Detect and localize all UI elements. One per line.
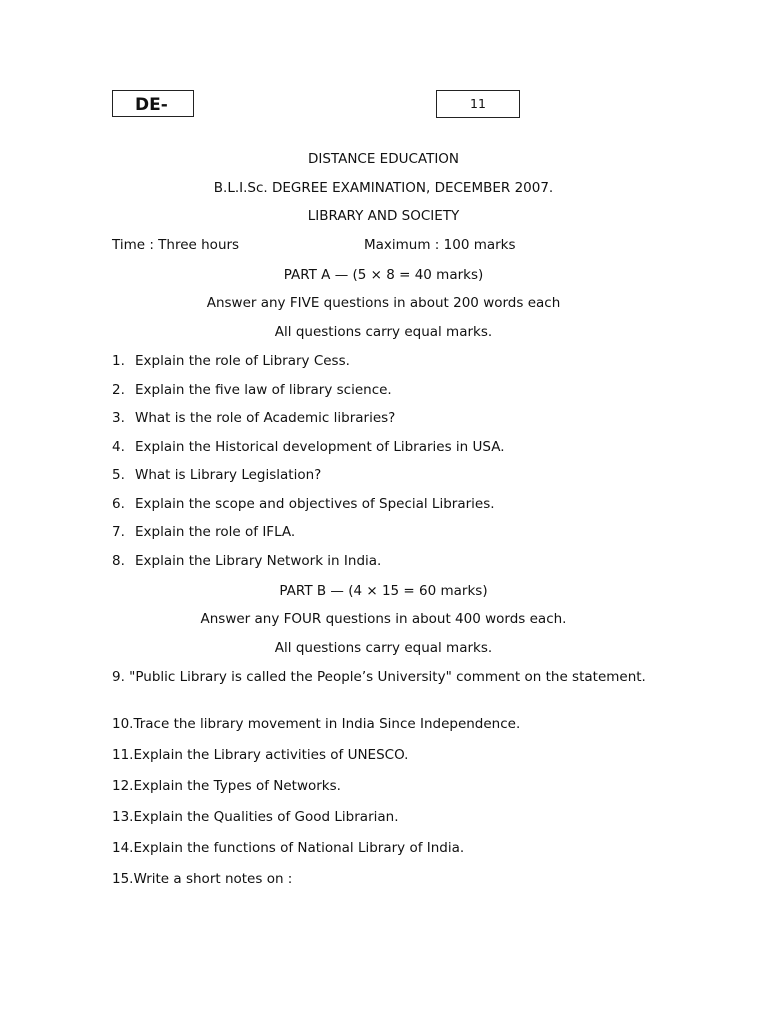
exam-time: Time : Three hours [112, 237, 240, 253]
part-b-question: 15.Write a short notes on : [112, 871, 293, 887]
part-b-instruction: Answer any FOUR questions in about 400 words each. [200, 611, 567, 627]
exam-code-box [112, 90, 194, 117]
part-b-question: 10.Trace the library movement in India Since Independence. [112, 716, 521, 732]
part-b-question: 11.Explain the Library activities of UNESCO. [112, 747, 409, 763]
part-b-question: 9. "Public Library is called the People’s University" comment on the statement. [112, 669, 646, 685]
part-b-question: 12.Explain the Types of Networks. [112, 778, 341, 794]
part-b-heading: PART B — (4 × 15 = 60 marks) [279, 583, 488, 599]
part-a-question: 7. Explain the role of IFLA. [112, 524, 296, 540]
title-institution: DISTANCE EDUCATION [307, 151, 460, 167]
part-a-question: 5. What is Library Legislation? [112, 467, 322, 483]
exam-max-marks: Maximum : 100 marks [364, 237, 516, 253]
part-b-question: 13.Explain the Qualities of Good Librarian. [112, 809, 399, 825]
part-a-note: All questions carry equal marks. [274, 324, 493, 340]
part-a-heading: PART A — (5 × 8 = 40 marks) [283, 267, 484, 283]
part-a-question: 8. Explain the Library Network in India. [112, 553, 382, 569]
part-a-question: 6. Explain the scope and objectives of Special Libraries. [112, 496, 495, 512]
part-a-question: 1. Explain the role of Library Cess. [112, 353, 350, 369]
part-a-instruction: Answer any FIVE questions in about 200 words each [206, 295, 561, 311]
part-a-question: 2. Explain the five law of library science. [112, 382, 392, 398]
part-b-note: All questions carry equal marks. [274, 640, 493, 656]
title-exam: B.L.I.Sc. DEGREE EXAMINATION, DECEMBER 2007. [213, 180, 554, 196]
page-number-box [436, 90, 520, 118]
part-a-question: 4. Explain the Historical development of Libraries in USA. [112, 439, 505, 455]
part-b-question: 14.Explain the functions of National Library of India. [112, 840, 465, 856]
part-a-question: 3. What is the role of Academic libraries? [112, 410, 396, 426]
page-number: 11 [470, 96, 486, 111]
exam-code: DE- [135, 95, 168, 115]
title-subject: LIBRARY AND SOCIETY [307, 208, 460, 224]
